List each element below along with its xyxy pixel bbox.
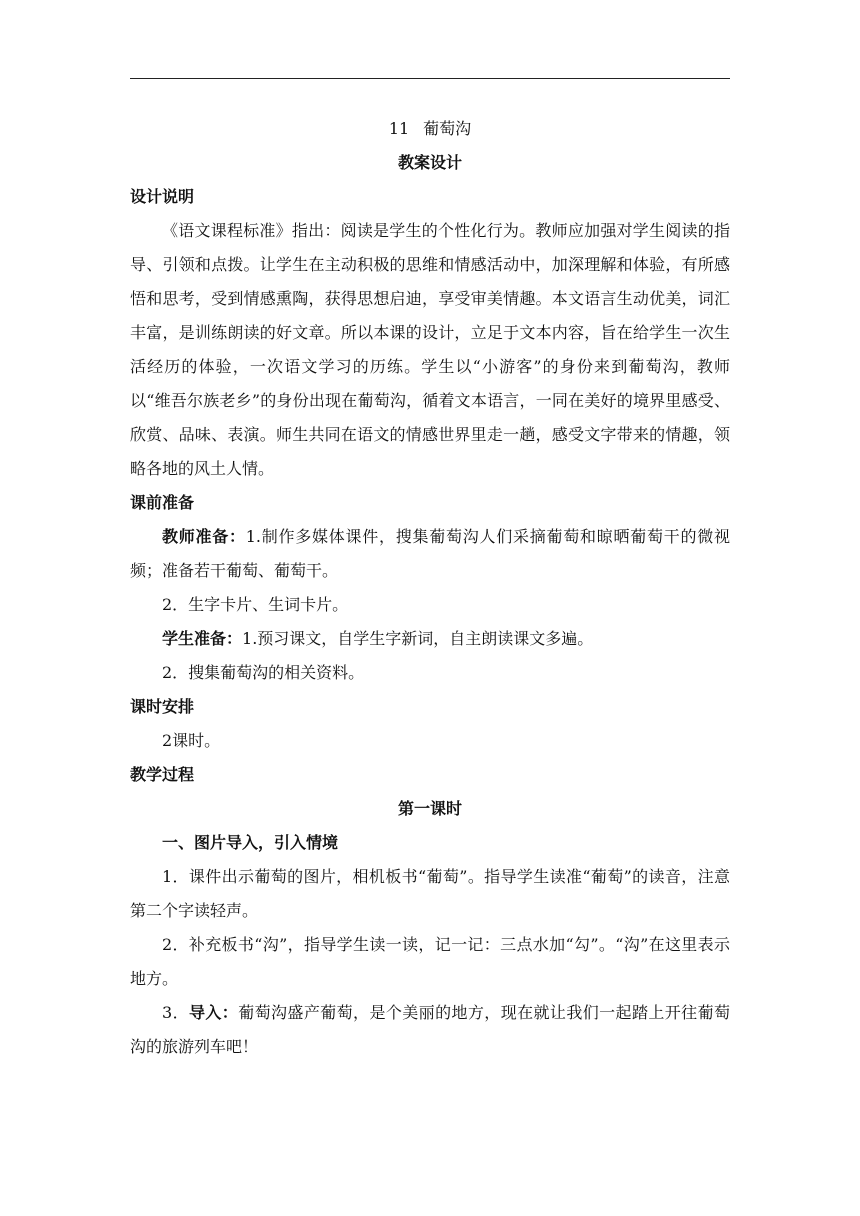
teacher-prep-item-2: 2．生字卡片、生词卡片。 xyxy=(162,595,349,614)
period-title: 第一课时 xyxy=(397,799,462,818)
process-item-3-label: 导入： xyxy=(189,1003,239,1022)
process-item-3 xyxy=(130,996,730,1064)
preparation-heading: 课前准备 xyxy=(130,493,195,512)
student-prep-item-1: 1.预习课文，自学生字新词，自主朗读课文多遍。 xyxy=(242,629,594,648)
teacher-prep-label: 教师准备： xyxy=(162,527,246,546)
lesson-subtitle: 教案设计 xyxy=(397,153,462,172)
student-prep-label: 学生准备： xyxy=(162,629,243,648)
schedule-heading: 课时安排 xyxy=(130,697,195,716)
student-prep-paragraph xyxy=(130,622,730,656)
process-item-1: 1．课件出示葡萄的图片，相机板书“葡萄”。指导学生读准“葡萄”的读音，注意第二个字读轻声。 xyxy=(130,867,730,920)
design-note-heading: 设计说明 xyxy=(130,187,195,206)
process-item-2: 2．补充板书“沟”，指导学生读一读，记一记：三点水加“勾”。“沟”在这里表示地方。 xyxy=(130,935,730,988)
lesson-title xyxy=(130,112,730,146)
process-item-3-body: 葡萄沟盛产葡萄，是个美丽的地方，现在就让我们一起踏上开往葡萄沟的旅游列车吧！ xyxy=(130,1003,730,1056)
schedule-paragraph: 2课时。 xyxy=(162,731,221,750)
lesson-title-text: 葡萄沟 xyxy=(423,119,472,138)
process-heading: 教学过程 xyxy=(130,765,195,784)
process-item-3-number: 3． xyxy=(162,1003,189,1022)
document-body xyxy=(130,112,730,1064)
design-note-paragraph: 《语文课程标准》指出：阅读是学生的个性化行为。教师应加强对学生阅读的指导、引领和点拨。让学生在主动积极的思维和情感活动中，加深理解和体验，有所感悟和思考，受到情感熏陶，获得思想启迪，享受审美情趣。本文语言生动优美，词汇丰富，是训练朗读的好文章。所以本课的设计，立足于文本内容，旨在给学生一次生活经历的体验，一次语文学习的历练。学生以“小游客”的身份来到葡萄沟，教师以“维吾尔族老乡”的身份出现在葡萄沟，循着文本语言，一同在美好的境界里感受、欣赏、品味、表演。师生共同在语文的情感世界里走一趟，感受文字带来的情趣，领略各地的风土人情。 xyxy=(130,221,730,478)
student-prep-item-2: 2．搜集葡萄沟的相关资料。 xyxy=(162,663,365,682)
teacher-prep-paragraph xyxy=(130,520,730,588)
step-1-heading: 一、图片导入，引入情境 xyxy=(162,833,339,852)
header-rule xyxy=(130,78,730,79)
teacher-prep-item-1: 1.制作多媒体课件，搜集葡萄沟人们采摘葡萄和晾晒葡萄干的微视频；准备若干葡萄、葡萄干。 xyxy=(130,527,730,580)
lesson-number: 11 xyxy=(388,119,410,138)
